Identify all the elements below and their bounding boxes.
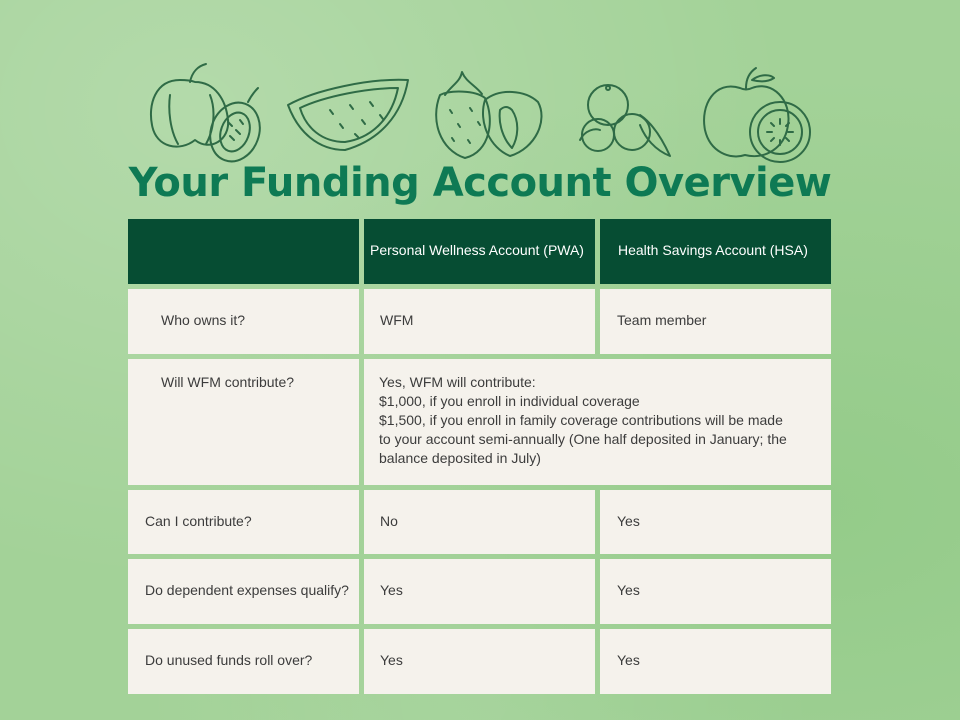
row-hsa-who-owns: Team member <box>600 289 831 354</box>
contribution-line: $1,000, if you enroll in individual coverage <box>379 393 640 409</box>
row-question-dependent-expenses: Do dependent expenses qualify? <box>128 559 359 624</box>
row-question-can-i-contribute: Can I contribute? <box>128 490 359 554</box>
row-pwa-unused-funds: Yes <box>364 629 595 694</box>
contribution-line: Yes, WFM will contribute: <box>379 374 536 390</box>
row-pwa-can-i-contribute: No <box>364 490 595 554</box>
contribution-line: balance deposited in July) <box>379 450 541 466</box>
contribution-line: to your account semi-annually (One half deposited in January; the <box>379 431 787 447</box>
strawberry-icon <box>436 72 541 158</box>
row-question-who-owns: Who owns it? <box>128 289 359 354</box>
oranges-icon <box>580 85 670 156</box>
row-pwa-who-owns: WFM <box>364 289 595 354</box>
fruit-illustrations <box>140 60 830 170</box>
apple-icon <box>704 68 810 162</box>
funding-account-table <box>128 219 831 694</box>
row-hsa-unused-funds: Yes <box>600 629 831 694</box>
contribution-line: $1,500, if you enroll in family coverage contributions will be made <box>379 412 783 428</box>
row-hsa-can-i-contribute: Yes <box>600 490 831 554</box>
row-question-wfm-contribute: Will WFM contribute? <box>128 359 359 485</box>
header-cell-empty <box>128 219 359 284</box>
row-hsa-dependent-expenses: Yes <box>600 559 831 624</box>
header-cell-hsa: Health Savings Account (HSA) <box>600 219 831 284</box>
row-pwa-dependent-expenses: Yes <box>364 559 595 624</box>
row-question-unused-funds: Do unused funds roll over? <box>128 629 359 694</box>
bell-pepper-icon <box>151 64 268 168</box>
watermelon-slice-icon <box>288 80 408 150</box>
page-title: Your Funding Account Overview <box>128 160 832 206</box>
row-merged-wfm-contribute <box>364 359 831 485</box>
header-cell-pwa: Personal Wellness Account (PWA) <box>364 219 595 284</box>
